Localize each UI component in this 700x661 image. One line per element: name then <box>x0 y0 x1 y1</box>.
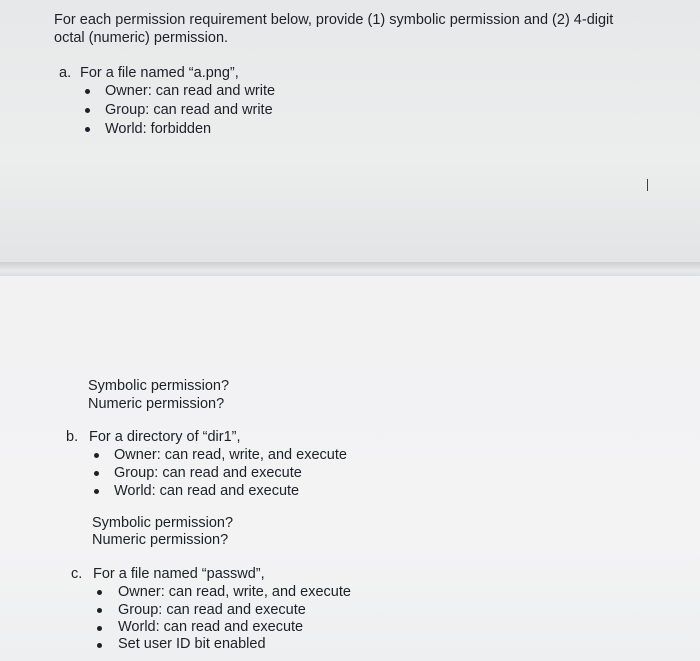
section-a-bullet-group: Group: can read and write <box>105 102 273 118</box>
section-b-heading: For a directory of “dir1”, <box>89 429 241 445</box>
section-b-numeric-prompt: Numeric permission? <box>92 532 229 548</box>
section-b-symbolic-prompt: Symbolic permission? <box>92 515 234 531</box>
section-c-bullet-world: World: can read and execute <box>118 619 304 635</box>
section-c-bullet-setuid: Set user ID bit enabled <box>118 636 266 652</box>
section-a-numeric-prompt: Numeric permission? <box>88 396 225 412</box>
bullet-icon <box>85 89 90 94</box>
section-c-marker: c. <box>71 566 83 582</box>
bullet-icon <box>85 108 90 113</box>
section-b-marker: b. <box>66 429 79 445</box>
section-b-bullet-group: Group: can read and execute <box>114 465 302 481</box>
bullet-icon <box>97 608 102 613</box>
bullet-icon <box>85 127 90 132</box>
section-a-marker: a. <box>59 65 72 81</box>
section-a-bullet-owner: Owner: can read and write <box>105 83 276 99</box>
section-c-bullet-owner: Owner: can read, write, and execute <box>118 584 351 600</box>
section-c-bullet-group: Group: can read and execute <box>118 602 306 618</box>
section-a-symbolic-prompt: Symbolic permission? <box>88 378 230 394</box>
text-cursor <box>647 179 648 191</box>
bullet-icon <box>94 489 99 494</box>
bullet-icon <box>94 453 99 458</box>
screen-bottom-region <box>0 276 700 661</box>
section-b-bullet-owner: Owner: can read, write, and execute <box>114 447 347 463</box>
section-c-heading: For a file named “passwd”, <box>93 566 265 582</box>
section-a-heading: For a file named “a.png”, <box>80 65 239 81</box>
intro-line-2: octal (numeric) permission. <box>54 30 229 46</box>
bullet-icon <box>94 471 99 476</box>
intro-line-1: For each permission requirement below, provide (1) symbolic permission and (2) 4-digit <box>54 12 614 28</box>
bullet-icon <box>97 590 102 595</box>
bullet-icon <box>97 643 102 648</box>
section-a-bullet-world: World: forbidden <box>105 121 212 137</box>
section-b-bullet-world: World: can read and execute <box>114 483 300 499</box>
bullet-icon <box>97 626 102 631</box>
